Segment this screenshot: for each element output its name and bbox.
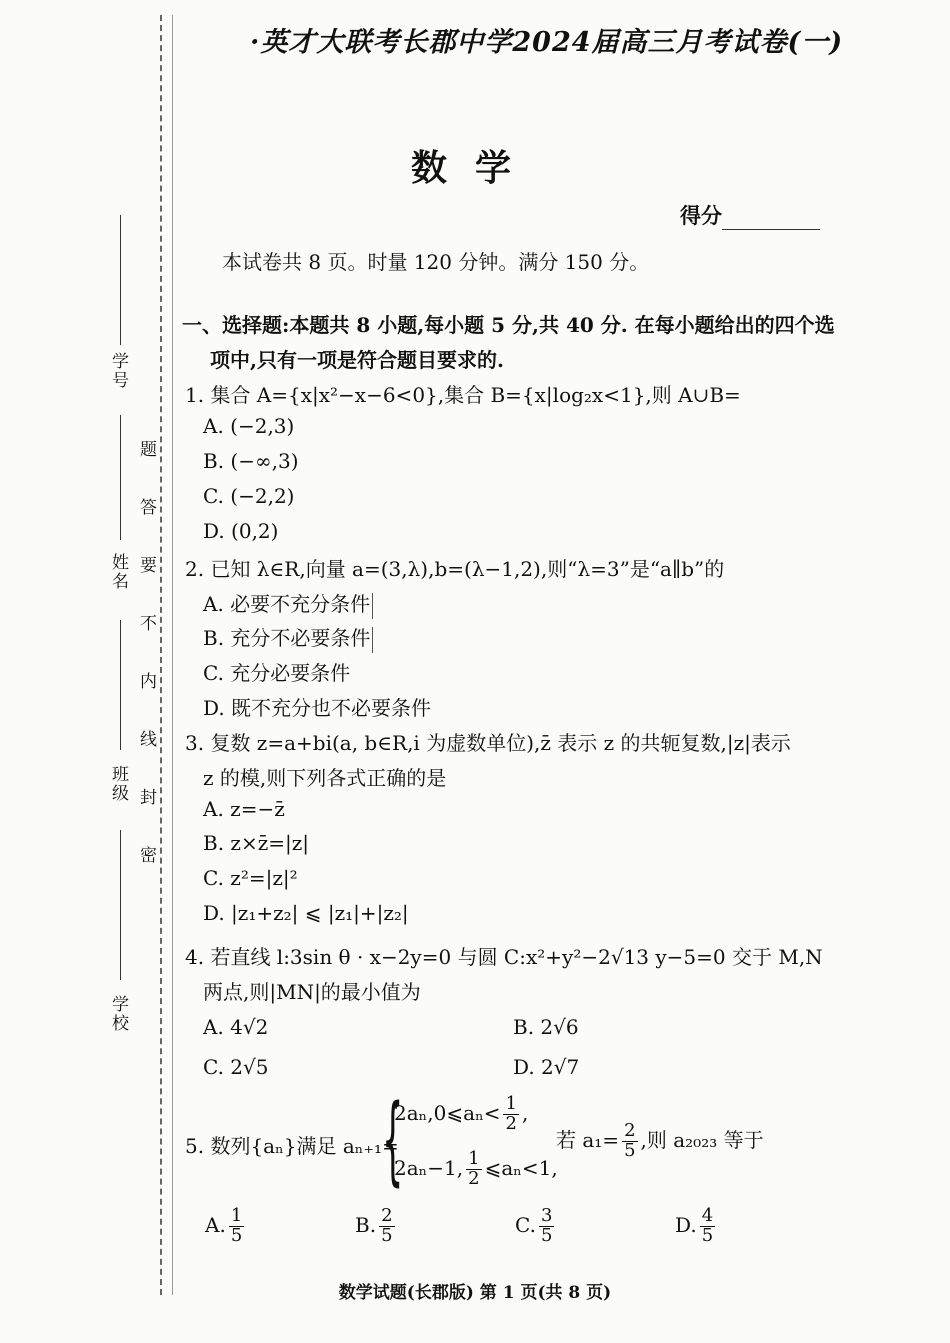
q5-option-b [355, 1207, 398, 1246]
q4-stem-line2: 两点,则|MN|的最小值为 [203, 980, 421, 1004]
q5-condition [556, 1122, 764, 1161]
score-label: 得分 [680, 203, 722, 228]
q5-case1-end: , [521, 1100, 529, 1125]
score-field [680, 200, 820, 230]
numerator: 4 [701, 1205, 714, 1226]
q1-option-d: D. (0,2) [203, 519, 279, 543]
scan-mark [372, 627, 373, 653]
score-blank [722, 211, 820, 230]
fraction [700, 1207, 715, 1246]
student-id-label: 学号 [108, 352, 128, 390]
piecewise-brace: { [382, 1084, 404, 1196]
q3-option-d: D. |z₁+z₂| ⩽ |z₁|+|z₂| [203, 901, 409, 925]
school-underline [120, 830, 121, 980]
option-label: D. [675, 1212, 697, 1237]
option-label: A. [205, 1212, 226, 1237]
q5-condition-pre: 若 a₁= [556, 1127, 620, 1152]
fraction [466, 1150, 481, 1189]
class-label: 班级 [108, 765, 128, 803]
q2-option-b-text: B. 充分不必要条件 [203, 626, 371, 650]
seal-char: 答 [140, 498, 157, 518]
q4-option-d: D. 2√7 [513, 1055, 580, 1079]
q5-option-a [205, 1207, 247, 1246]
subject-title: 数学 [410, 147, 539, 189]
q5-option-c [515, 1207, 557, 1246]
denominator: 5 [701, 1224, 714, 1246]
numerator: 1 [505, 1093, 517, 1114]
seal-char: 题 [140, 440, 157, 460]
q5-case2-post: ⩽aₙ<1, [484, 1155, 558, 1180]
seal-char: 封 [140, 788, 157, 808]
q4-option-b: B. 2√6 [513, 1015, 579, 1039]
section-heading-line2: 项中,只有一项是符合题目要求的. [210, 348, 504, 372]
seal-char: 密 [140, 846, 157, 866]
q3-option-a: A. z=−z̄ [203, 797, 285, 821]
binding-dashed-line [160, 15, 162, 1295]
q5-case1-text: 2aₙ,0⩽aₙ< [394, 1100, 501, 1125]
denominator: 5 [381, 1224, 393, 1246]
q2-option-b [203, 622, 373, 653]
q5-stem-prefix: 5. 数列{aₙ}满足 aₙ₊₁= [185, 1134, 399, 1158]
option-label: C. [515, 1212, 536, 1237]
fraction [622, 1122, 637, 1161]
numerator: 1 [468, 1148, 480, 1169]
q2-option-a [203, 588, 373, 619]
fraction [539, 1207, 554, 1246]
q4-stem-line1: 4. 若直线 l:3sin θ · x−2y=0 与圆 C:x²+y²−2√13 y−5=0 交于 M,N [185, 945, 823, 969]
seal-char: 要 [140, 556, 157, 576]
q1-option-a: A. (−2,3) [203, 414, 295, 438]
numerator: 2 [624, 1120, 636, 1141]
q1-option-b: B. (−∞,3) [203, 449, 299, 473]
q5-case2-pre: 2aₙ−1, [394, 1155, 464, 1180]
binding-solid-line [172, 15, 173, 1295]
q3-stem-line1: 3. 复数 z=a+bi(a, b∈R,i 为虚数单位),z̄ 表示 z 的共轭复数,|z|表示 [185, 731, 791, 755]
seal-notice [140, 435, 157, 899]
numerator: 1 [230, 1205, 243, 1226]
q3-stem-line2: z 的模,则下列各式正确的是 [203, 766, 447, 790]
q2-option-d: D. 既不充分也不必要条件 [203, 696, 432, 720]
scan-mark [372, 593, 373, 619]
fraction [229, 1207, 244, 1246]
seal-char: 内 [140, 672, 157, 692]
seal-char: 线 [140, 730, 157, 750]
name-underline [120, 415, 121, 540]
school-label: 学校 [108, 995, 128, 1033]
q2-stem: 2. 已知 λ∈R,向量 a=(3,λ),b=(λ−1,2),则“λ=3”是“a∥b”的 [185, 557, 725, 581]
q5-case2 [394, 1150, 558, 1189]
q4-option-c: C. 2√5 [203, 1055, 269, 1079]
q4-option-a: A. 4√2 [203, 1015, 269, 1039]
option-label: B. [355, 1212, 377, 1237]
denominator: 2 [505, 1112, 517, 1134]
denominator: 2 [468, 1167, 480, 1189]
denominator: 5 [540, 1224, 553, 1246]
q3-option-b: B. z×z̄=|z| [203, 831, 310, 855]
page-footer: 数学试题(长郡版) 第 1 页(共 8 页) [338, 1283, 612, 1303]
q5-case1 [394, 1095, 528, 1134]
class-underline [120, 620, 121, 750]
exam-intro: 本试卷共 8 页。时量 120 分钟。满分 150 分。 [222, 250, 650, 274]
q5-option-d [675, 1207, 718, 1246]
q2-option-c: C. 充分必要条件 [203, 661, 351, 685]
numerator: 3 [540, 1205, 553, 1226]
section-heading-line1: 一、选择题:本题共 8 小题,每小题 5 分,共 40 分. 在每小题给出的四个选 [182, 313, 835, 337]
denominator: 5 [624, 1139, 636, 1161]
numerator: 2 [381, 1205, 393, 1226]
fraction [503, 1095, 518, 1134]
denominator: 5 [230, 1224, 243, 1246]
q5-condition-post: ,则 a₂₀₂₃ 等于 [640, 1127, 764, 1152]
q3-option-c: C. z²=|z|² [203, 866, 298, 890]
q1-stem: 1. 集合 A={x|x²−x−6<0},集合 B={x|log₂x<1},则 A∪B= [185, 383, 741, 407]
q1-option-c: C. (−2,2) [203, 484, 295, 508]
q2-option-a-text: A. 必要不充分条件 [203, 592, 371, 616]
fraction [379, 1207, 394, 1246]
name-label: 姓名 [108, 553, 128, 591]
student-id-underline [120, 215, 121, 345]
exam-header-title: ·英才大联考长郡中学2024届高三月考试卷(一) [250, 27, 844, 58]
seal-char: 不 [140, 614, 157, 634]
